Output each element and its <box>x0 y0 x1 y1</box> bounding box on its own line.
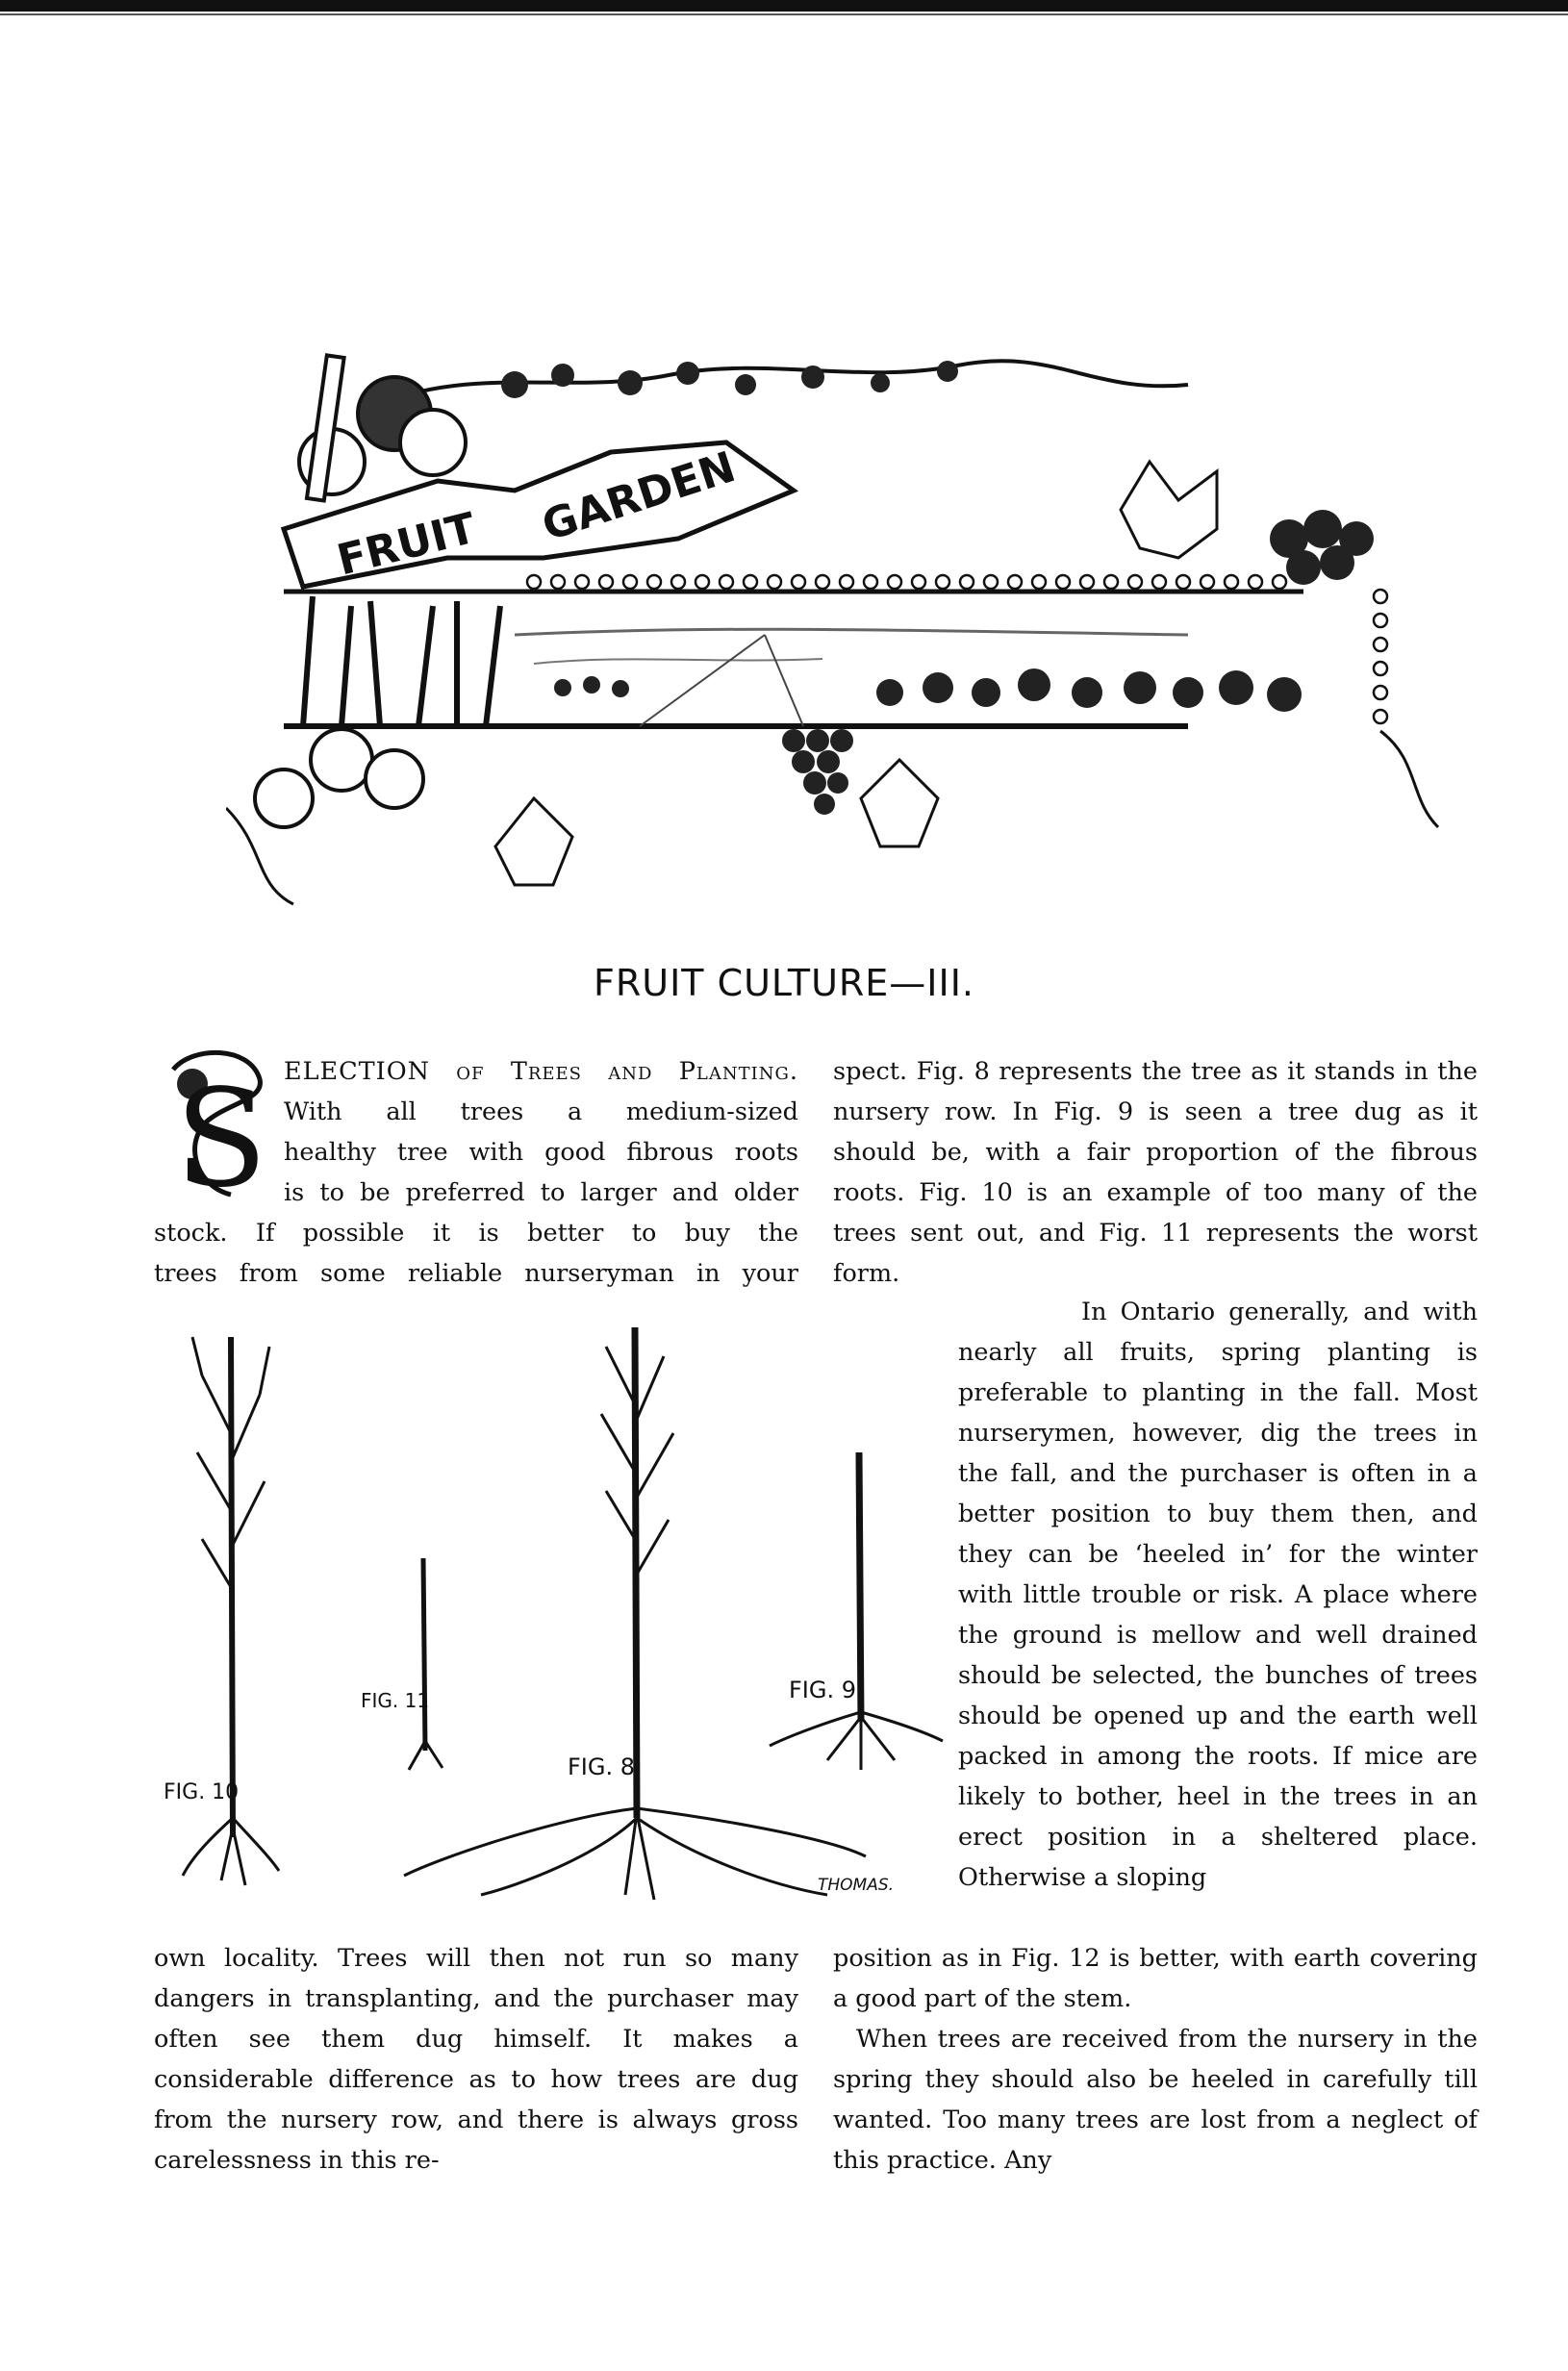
right-column-opening <box>833 1051 1478 1294</box>
banner-word-fruit: FRUIT <box>332 503 481 586</box>
tree-figures-illustration <box>154 1318 952 1909</box>
left-column-opening <box>154 1051 798 1294</box>
paragraph-line: With all trees a medium-sized <box>284 1097 798 1126</box>
fig-10-label: FIG. 10 <box>164 1780 240 1804</box>
banner-word-garden: GARDEN <box>536 442 742 551</box>
paragraph: When trees are received from the nursery in the spring they should also be heeled in carefully till wanted. Too many trees are lost from a neglect of this practice. Any <box>833 2025 1478 2175</box>
fig-11-label: FIG. 11 <box>361 1689 430 1712</box>
section-lead: ELECTION of Trees and Planting. <box>284 1057 798 1086</box>
top-border <box>0 0 1568 12</box>
fig-8-label: FIG. 8 <box>568 1753 636 1780</box>
paragraph-line: stock. If possible it is better to buy the <box>154 1219 798 1248</box>
top-border-thin <box>0 13 1568 15</box>
fig-9-label: FIG. 9 <box>789 1677 857 1703</box>
right-column-narrow <box>958 1292 1478 1898</box>
artist-signature: THOMAS. <box>818 1876 895 1895</box>
paragraph: In Ontario generally, and with nearly all fruits, spring planting is preferable to planting in the fall. Most nurserymen, however, dig the trees in the fall, and the purchaser is often in a better position to buy them then, and they can be ‘heeled in’ for the winter with little trouble or risk. A place where the ground is mellow and well drained should be selected, the bunches of trees should be opened up and the earth well packed in among the roots. If mice are likely to bother, heel in the trees in an erect position in a sheltered place. Otherwise a sloping <box>958 1298 1478 1892</box>
article-heading: FRUIT CULTURE—III. <box>594 962 974 1004</box>
paragraph-line: is to be preferred to larger and older <box>284 1178 798 1207</box>
paragraph: spect. Fig. 8 represents the tree as it stands in the nursery row. In Fig. 9 is seen a tree dug as it should be, with a fair proportion of the fibrous roots. Fig. 10 is an example of too many of the trees sent out, and Fig. 11 represents the worst form. <box>833 1057 1478 1288</box>
fruit-garden-banner-illustration <box>226 346 1467 923</box>
paragraph-line: trees from some reliable nurseryman in your <box>154 1259 798 1288</box>
right-column-continued <box>833 1938 1478 2181</box>
paragraph: own locality. Trees will then not run so many dangers in transplanting, and the purchaser may often see them dug himself. It makes a considerable difference as to how trees are dug from the nursery row, and there is always gross carelessness in this re- <box>154 1944 798 2175</box>
left-column-continued <box>154 1938 798 2181</box>
dropcap-letter: S <box>175 1061 267 1204</box>
paragraph: position as in Fig. 12 is better, with earth covering a good part of the stem. <box>833 1944 1478 2013</box>
paragraph-line: healthy tree with good fibrous roots <box>284 1138 798 1167</box>
